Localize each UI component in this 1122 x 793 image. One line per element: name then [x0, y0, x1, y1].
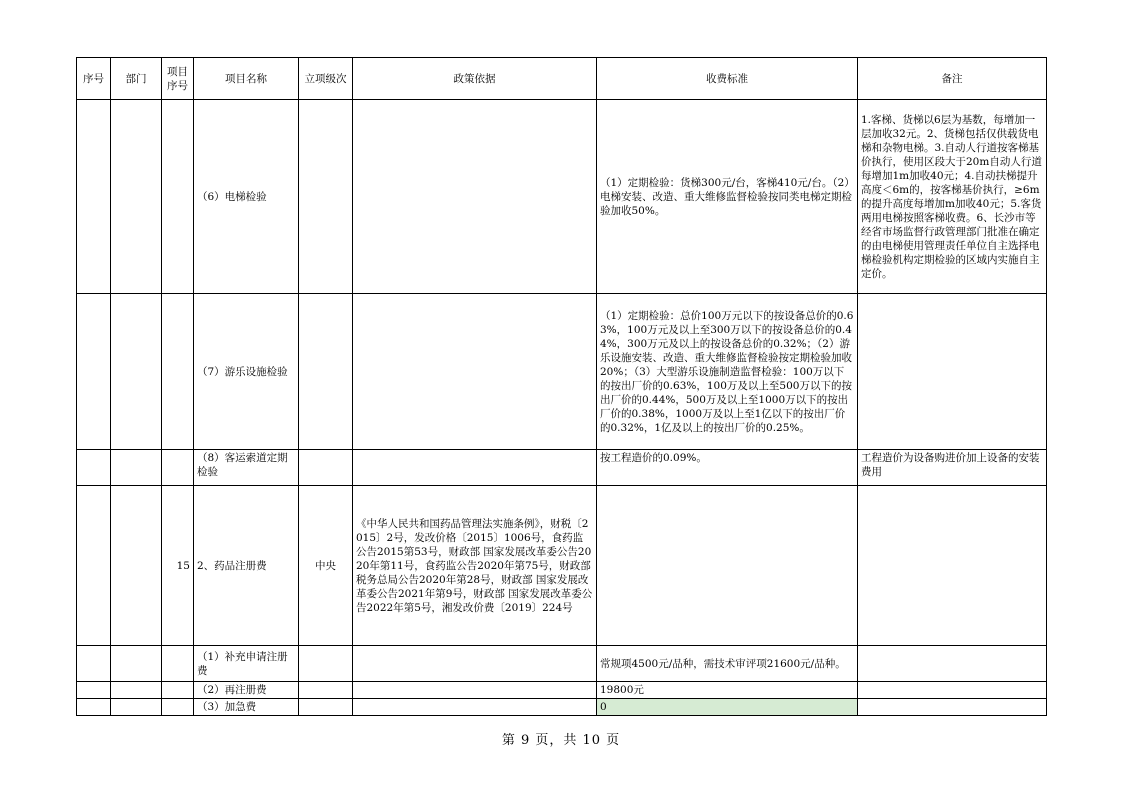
seq-cell	[77, 450, 111, 486]
header-policy: 政策依据	[353, 58, 597, 100]
remarks-cell	[858, 699, 1047, 716]
policy-cell	[353, 100, 597, 294]
item-name-cell: （7）游乐设施检验	[194, 294, 299, 450]
standard-cell: 按工程造价的0.09%。	[597, 450, 858, 486]
header-level: 立项级次	[299, 58, 353, 100]
remarks-cell: 工程造价为设备购进价加上设备的安装费用	[858, 450, 1047, 486]
seq-cell	[77, 699, 111, 716]
seq-cell	[77, 646, 111, 682]
dept-cell	[111, 450, 162, 486]
policy-cell: 《中华人民共和国药品管理法实施条例》，财税〔2015〕2号，发改价格〔2015〕1006号，食药监公告2015第53号，财政部 国家发展改革委公告2020年第11号，食药监公告2020年第75号，财政部 税务总局公告2020年第28号，财政部 国家发展改革委公告2021年第9号，财政部 国家发展改革委公告2022年第5号，湘发改价费〔2019〕224号	[353, 486, 597, 646]
header-item-seq: 项目序号	[162, 58, 194, 100]
dept-cell	[111, 100, 162, 294]
seq-cell	[77, 100, 111, 294]
item-name-cell: （8）客运索道定期检验	[194, 450, 299, 486]
header-standard: 收费标准	[597, 58, 858, 100]
page-footer: 第 9 页，共 10 页	[501, 733, 621, 748]
item-seq-cell	[162, 699, 194, 716]
seq-cell	[77, 294, 111, 450]
standard-cell	[597, 486, 858, 646]
standard-cell: （1）定期检验：货梯300元/台，客梯410元/台。（2）电梯安装、改造、重大维修监督检验按同类电梯定期检验加收50%。	[597, 100, 858, 294]
header-row	[77, 58, 1047, 100]
table-row	[77, 294, 1047, 450]
level-cell	[299, 100, 353, 294]
remarks-cell	[858, 486, 1047, 646]
header-dept: 部门	[111, 58, 162, 100]
item-seq-cell	[162, 294, 194, 450]
policy-cell	[353, 682, 597, 699]
table-row	[77, 682, 1047, 699]
dept-cell	[111, 486, 162, 646]
level-cell	[299, 682, 353, 699]
standard-cell: 常规项4500元/品种，需技术审评项21600元/品种。	[597, 646, 858, 682]
dept-cell	[111, 699, 162, 716]
item-name-cell: （1）补充申请注册费	[194, 646, 299, 682]
table-row	[77, 450, 1047, 486]
dept-cell	[111, 294, 162, 450]
item-name-cell: （6）电梯检验	[194, 100, 299, 294]
policy-cell	[353, 450, 597, 486]
dept-cell	[111, 682, 162, 699]
item-seq-cell: 15	[162, 486, 194, 646]
table-row	[77, 699, 1047, 716]
level-cell	[299, 294, 353, 450]
remarks-cell	[858, 682, 1047, 699]
header-item-name: 项目名称	[194, 58, 299, 100]
remarks-cell: 1.客梯、货梯以6层为基数，每增加一层加收32元。2、货梯包括仅供载货电梯和杂物电梯。3.自动人行道按客梯基价执行，使用区段大于20m自动人行道每增加1m加收40元；4.自动扶梯提升高度＜6m的，按客梯基价执行，≥6m的提升高度每增加m加收40元；5.客货两用电梯按照客梯收费。6、长沙市等经省市场监督行政管理部门批准在确定的由电梯使用管理责任单位自主选择电梯检验机构定期检验的区域内实施自主定价。	[858, 100, 1047, 294]
standard-cell: 19800元	[597, 682, 858, 699]
remarks-cell	[858, 646, 1047, 682]
item-name-cell: （2）再注册费	[194, 682, 299, 699]
seq-cell	[77, 682, 111, 699]
item-seq-cell	[162, 646, 194, 682]
dept-cell	[111, 646, 162, 682]
header-remarks: 备注	[858, 58, 1047, 100]
item-seq-cell	[162, 100, 194, 294]
table-row	[77, 100, 1047, 294]
standard-cell: 0	[597, 699, 858, 716]
item-seq-cell	[162, 682, 194, 699]
table-row	[77, 486, 1047, 646]
item-name-cell: （3）加急费	[194, 699, 299, 716]
remarks-cell	[858, 294, 1047, 450]
level-cell: 中央	[299, 486, 353, 646]
item-name-cell: 2、药品注册费	[194, 486, 299, 646]
level-cell	[299, 646, 353, 682]
level-cell	[299, 450, 353, 486]
item-seq-cell	[162, 450, 194, 486]
policy-cell	[353, 294, 597, 450]
table-row	[77, 646, 1047, 682]
policy-cell	[353, 646, 597, 682]
standard-cell: （1）定期检验：总价100万元以下的按设备总价的0.63%，100万元及以上至300万以下的按设备总价的0.44%，300万元及以上的按设备总价的0.32%；（2）游乐设施安装、改造、重大维修监督检验按定期检验加收20%；（3）大型游乐设施制造监督检验：100万以下的按出厂价的0.63%，100万及以上至500万以下的按出厂价的0.44%，500万及以上至1000万以下的按出厂价的0.38%，1000万及以上至1亿以下的按出厂价的0.32%，1亿及以上的按出厂价的0.25%。	[597, 294, 858, 450]
seq-cell	[77, 486, 111, 646]
level-cell	[299, 699, 353, 716]
policy-cell	[353, 699, 597, 716]
header-seq: 序号	[77, 58, 111, 100]
fee-table	[76, 57, 1047, 716]
